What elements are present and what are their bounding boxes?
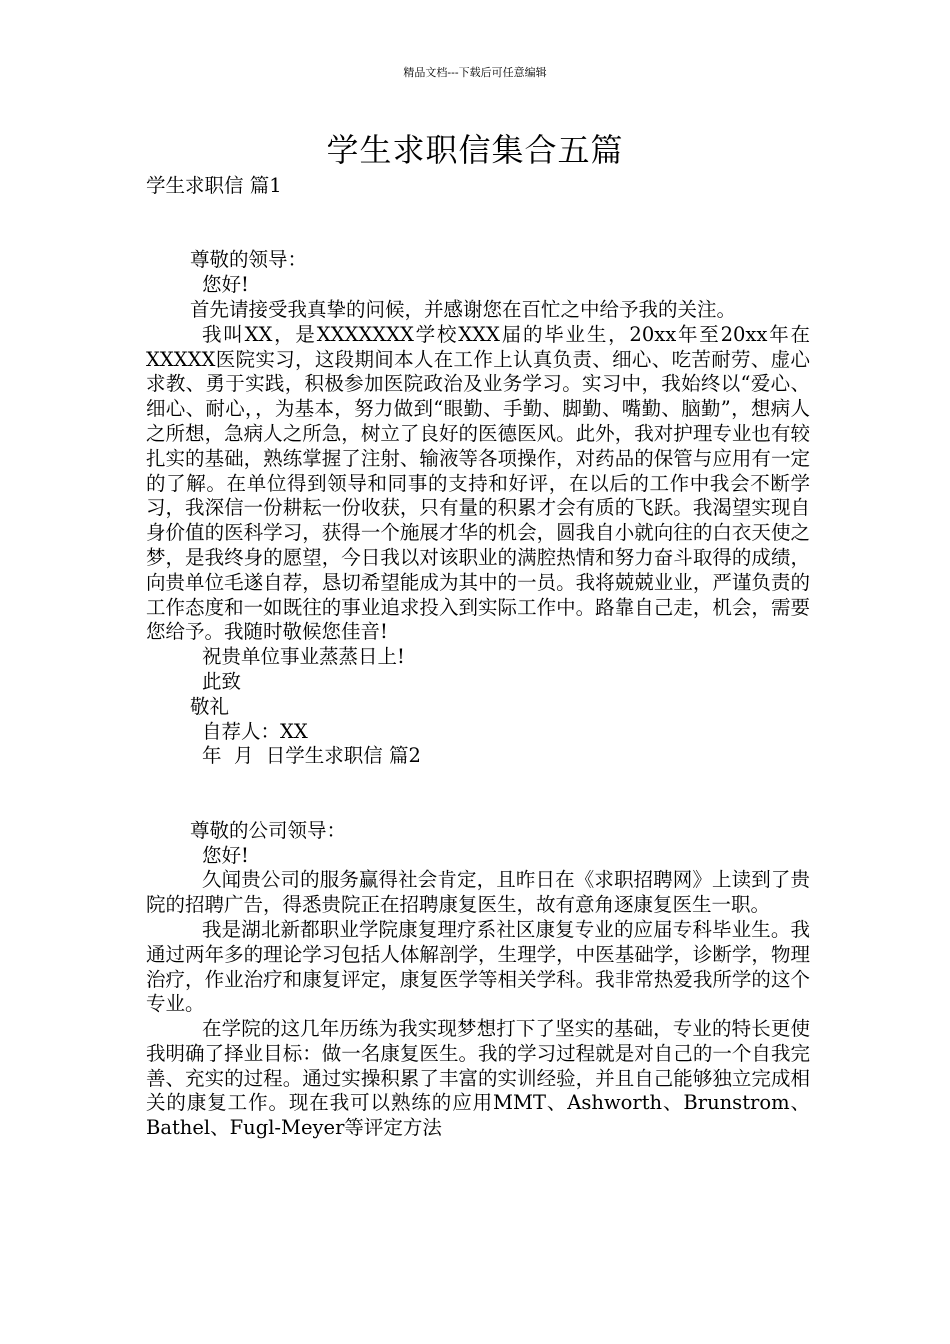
letter1-signer: 自荐人：XX (202, 719, 308, 743)
document-title: 学生求职信集合五篇 (326, 131, 624, 169)
document-body (146, 174, 810, 1141)
letter1-wish: 祝贵单位事业蒸蒸日上! (202, 645, 405, 669)
blank-line (146, 769, 810, 794)
page-header-note: 精品文档---下载后可任意编辑 (403, 66, 547, 79)
letter2-paragraph: 我是湖北新都职业学院康复理疗系社区康复专业的应届专科毕业生。我通过两年多的理论学习包括人体解剖学，生理学，中医基础学，诊断学，物理治疗，作业治疗和康复评定，康复医学等相关学科。我非常热爱我所学的这个专业。 (146, 917, 810, 1016)
blank-line (146, 199, 810, 224)
letter1-closing: 敬礼 (190, 694, 230, 718)
letter1-salutation: 尊敬的领导： (190, 248, 308, 272)
letter2-paragraph: 久闻贵公司的服务赢得社会肯定，且昨日在《求职招聘网》上读到了贵院的招聘广告，得悉贵院正在招聘康复医生，故有意角逐康复医生一职。 (146, 868, 810, 917)
letter1-paragraph: 我叫XX，是XXXXXXX学校XXX届的毕业生，20xx年至20xx年在XXXXX医院实习，这段期间本人在工作上认真负责、细心、吃苦耐劳、虚心求教、勇于实践，积极参加医院政治及业务学习。实习中，我始终以“爱心、细心、耐心，，为基本，努力做到“眼勤、手勤、脚勤、嘴勤、脑勤”，想病人之所想，急病人之所急，树立了良好的医德医风。此外，我对护理专业也有较扎实的基础，熟练掌握了注射、输液等各项操作，对药品的保管与应用有一定的了解。在单位得到领导和同事的支持和好评，在以后的工作中我会不断学习，我深信一份耕耘一份收获，只有量的积累才会有质的飞跃。我渴望实现自身价值的医科学习，获得一个施展才华的机会，圆我自小就向往的白衣天使之梦，是我终身的愿望，今日我以对该职业的满腔热情和努力奋斗取得的成绩，向贵单位毛遂自荐，恳切希望能成为其中的一员。我将兢兢业业，严谨负责的工作态度和一如既往的事业追求投入到实际工作中。路靠自己走，机会，需要您给予。我随时敬候您佳音! (146, 322, 810, 644)
letter1-date-line: 年 月 日学生求职信 篇2 (202, 744, 421, 768)
letter2-paragraph: 在学院的这几年历练为我实现梦想打下了坚实的基础，专业的特长更使我明确了择业目标：做一名康复医生。我的学习过程就是对自己的一个自我完善、充实的过程。通过实操积累了丰富的实训经验，并且自己能够独立完成相关的康复工作。现在我可以熟练的应用MMT、Ashworth、Brunstrom、Bathel、Fugl-Meyer等评定方法 (146, 1017, 810, 1140)
letter1-greeting: 您好! (202, 273, 249, 297)
blank-line (146, 794, 810, 819)
letter1-heading: 学生求职信 篇1 (146, 174, 282, 197)
blank-line (146, 224, 810, 249)
letter1-paragraph: 首先请接受我真挚的问候，并感谢您在百忙之中给予我的关注。 (190, 297, 737, 321)
letter2-salutation: 尊敬的公司领导： (190, 818, 347, 842)
letter1-closing: 此致 (202, 669, 242, 693)
letter2-greeting: 您好! (202, 843, 249, 867)
